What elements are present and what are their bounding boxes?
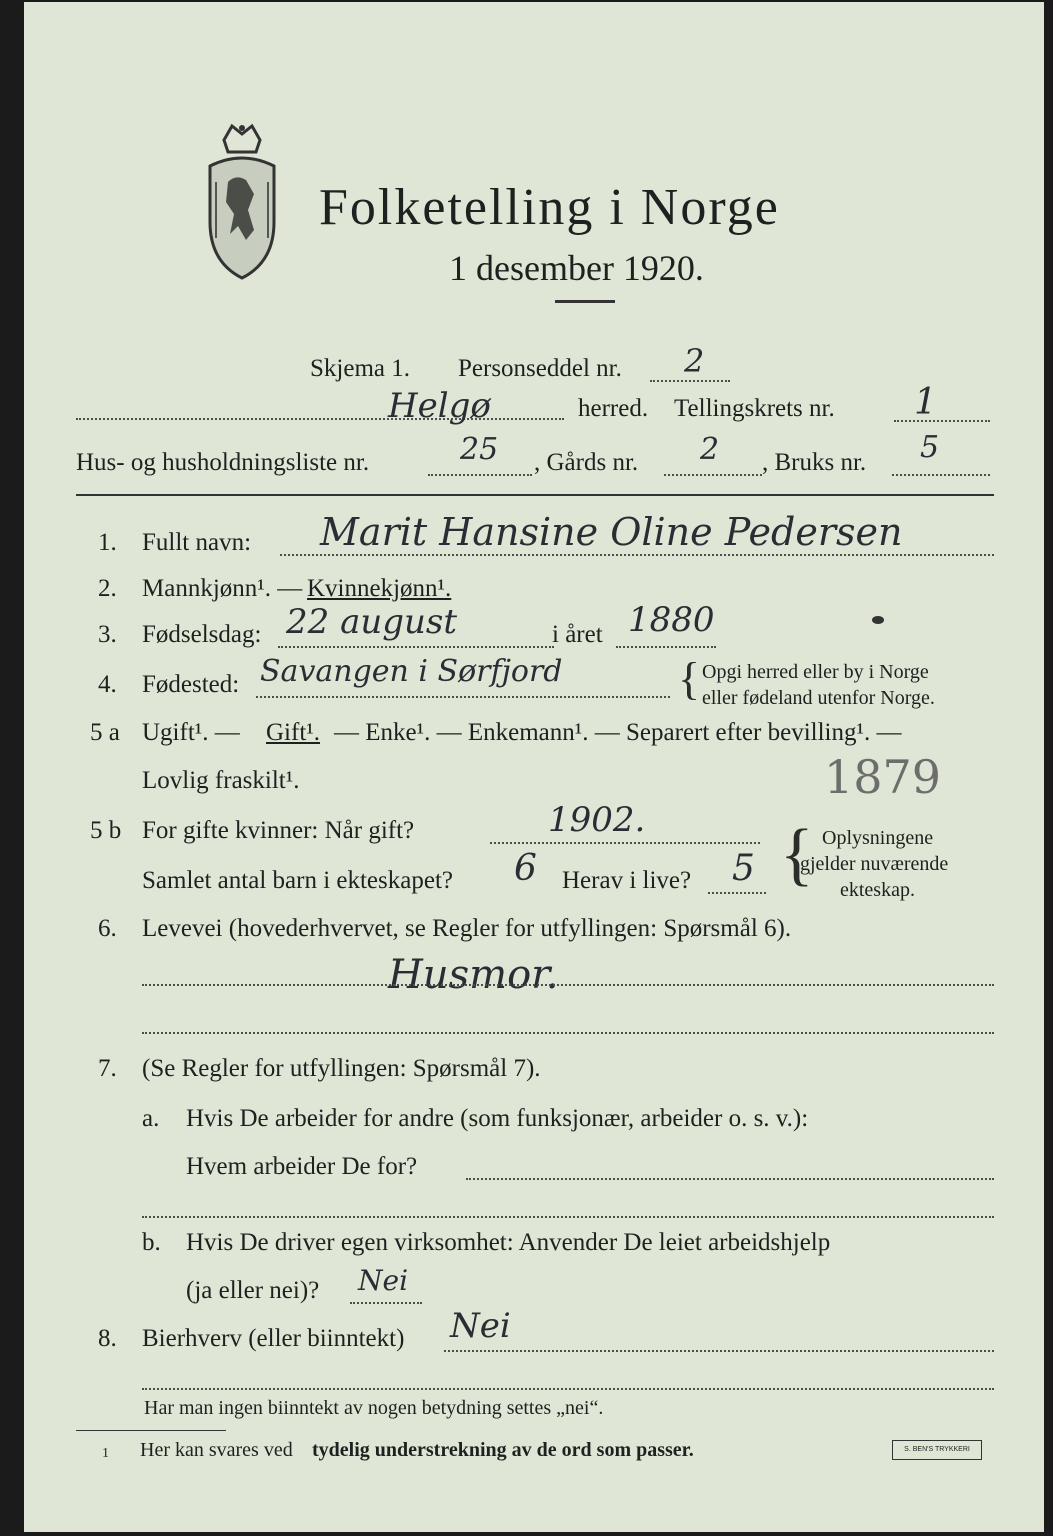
person-line: [650, 380, 730, 382]
q7b-text: Hvis De driver egen virksomhet: Anvender De leiet arbeidshjelp: [186, 1229, 831, 1256]
census-date: 1 desember 1920.: [449, 248, 704, 288]
bruks-line: [892, 474, 990, 476]
q5a-number: 5 a: [90, 719, 120, 746]
margin-year-note: 1879: [824, 750, 942, 804]
q5b-number: 5 b: [90, 817, 122, 844]
form-title: Folketelling i Norge: [319, 179, 780, 236]
q1-full-name: Marit Hansine Oline Pedersen: [320, 510, 903, 554]
bruks-nr: 5: [920, 430, 940, 465]
q3-year-line: [616, 646, 716, 648]
q6-occupation: Husmor.: [388, 952, 559, 998]
q3-year-label: i året: [552, 621, 603, 648]
q5b-children-alive: 5: [732, 848, 755, 889]
q4-note-1: Opgi herred eller by i Norge: [702, 661, 929, 683]
schema-label: Skjema 1.: [310, 355, 410, 382]
section-rule: [76, 494, 994, 496]
q5b-note-1: Oplysningene: [822, 827, 934, 849]
q5b-note-3: ekteskap.: [840, 879, 915, 901]
person-nr: 2: [684, 342, 705, 380]
q7a-line-2: [142, 1216, 994, 1218]
title-rule: [555, 300, 615, 303]
q5b-note-2: gjelder nuværende: [800, 853, 949, 875]
herred-value: Helgø: [388, 386, 491, 426]
q5a-ugift: Ugift¹. —: [142, 719, 240, 746]
footnote-bold: tydelig understrekning av de ord som passer.: [312, 1439, 694, 1461]
q8-line-2: [142, 1388, 994, 1390]
q7a-text: Hvis De arbeider for andre (som funksjonær, arbeider o. s. v.):: [186, 1105, 809, 1132]
hus-label: Hus- og husholdningsliste nr.: [76, 449, 370, 476]
q7b-answer: Nei: [358, 1264, 409, 1297]
bruks-label: , Bruks nr.: [762, 449, 867, 476]
q7-label: (Se Regler for utfyllingen: Spørsmål 7).: [142, 1055, 541, 1082]
q1-line: [280, 554, 994, 556]
q2-number: 2.: [98, 575, 117, 602]
q1-number: 1.: [98, 529, 117, 556]
gards-label: , Gårds nr.: [534, 449, 639, 476]
q7b-number: b.: [142, 1229, 161, 1256]
q6-line-2: [142, 1032, 994, 1034]
footer-note: Har man ingen biinntekt av nogen betydning settes „nei“.: [144, 1397, 604, 1419]
q7b-question: (ja eller nei)?: [186, 1277, 320, 1304]
q3-number: 3.: [98, 621, 117, 648]
q7a-question: Hvem arbeider De for?: [186, 1153, 418, 1180]
norwegian-coat-of-arms-icon: [202, 122, 282, 282]
q8-answer: Nei: [450, 1306, 511, 1346]
person-label: Personseddel nr.: [458, 355, 622, 382]
q4-birthplace: Savangen i Sørfjord: [260, 654, 563, 689]
q7b-line: [350, 1302, 422, 1304]
q8-line-1: [444, 1350, 994, 1352]
ink-blot: [872, 616, 884, 624]
q1-label: Fullt navn:: [142, 529, 252, 556]
herred-label: herred.: [578, 395, 649, 422]
q7a-number: a.: [142, 1105, 160, 1132]
q7a-line-1: [466, 1178, 994, 1180]
krets-label: Tellingskrets nr.: [674, 395, 835, 422]
hus-nr: 25: [460, 432, 499, 467]
q5b-alive-line: [708, 892, 766, 894]
census-form: [24, 2, 1044, 1532]
gards-line: [664, 474, 762, 476]
q5b-brace: {: [780, 816, 814, 893]
q4-note-2: eller fødeland utenfor Norge.: [702, 687, 935, 709]
footer-rule: [76, 1430, 226, 1431]
q5a-fraskilt: Lovlig fraskilt¹.: [142, 767, 300, 794]
q5b-married-year: 1902.: [548, 800, 646, 840]
q5a-gift: Gift¹.: [266, 719, 321, 746]
krets-line: [894, 420, 990, 422]
q5a-options: — Enke¹. — Enkemann¹. — Separert efter bevilling¹. —: [334, 719, 902, 746]
q7-number: 7.: [98, 1055, 117, 1082]
q8-number: 8.: [98, 1325, 117, 1352]
q4-line: [256, 696, 670, 698]
q5b-label-alive: Herav i live?: [562, 867, 692, 894]
q5b-label-married: For gifte kvinner: Når gift?: [142, 817, 415, 844]
hus-line: [428, 474, 532, 476]
footnote-number: 1: [102, 1446, 109, 1461]
q4-label: Fødested:: [142, 671, 240, 698]
q2-female: Kvinnekjønn¹.: [307, 575, 452, 602]
q5b-children-total: 6: [514, 848, 537, 889]
krets-nr: 1: [914, 382, 937, 423]
q4-number: 4.: [98, 671, 117, 698]
footnote-plain: Her kan svares ved: [140, 1439, 293, 1461]
q3-label: Fødselsdag:: [142, 621, 262, 648]
q8-label: Bierhverv (eller biinntekt): [142, 1325, 405, 1352]
q5b-married-line: [490, 842, 760, 844]
q4-brace: {: [678, 653, 701, 704]
q5b-label-children: Samlet antal barn i ekteskapet?: [142, 867, 453, 894]
q2-male: Mannkjønn¹. —: [142, 575, 303, 602]
q6-number: 6.: [98, 915, 117, 942]
q3-day-line: [278, 646, 554, 648]
q6-label: Levevei (hovederhvervet, se Regler for utfyllingen: Spørsmål 6).: [142, 915, 792, 942]
printer-stamp: S. BEN'S TRYKKERI: [892, 1440, 982, 1460]
q6-line-1: [142, 984, 994, 986]
q3-year: 1880: [628, 600, 715, 640]
gards-nr: 2: [700, 432, 720, 467]
q3-birthday: 22 august: [286, 602, 458, 642]
